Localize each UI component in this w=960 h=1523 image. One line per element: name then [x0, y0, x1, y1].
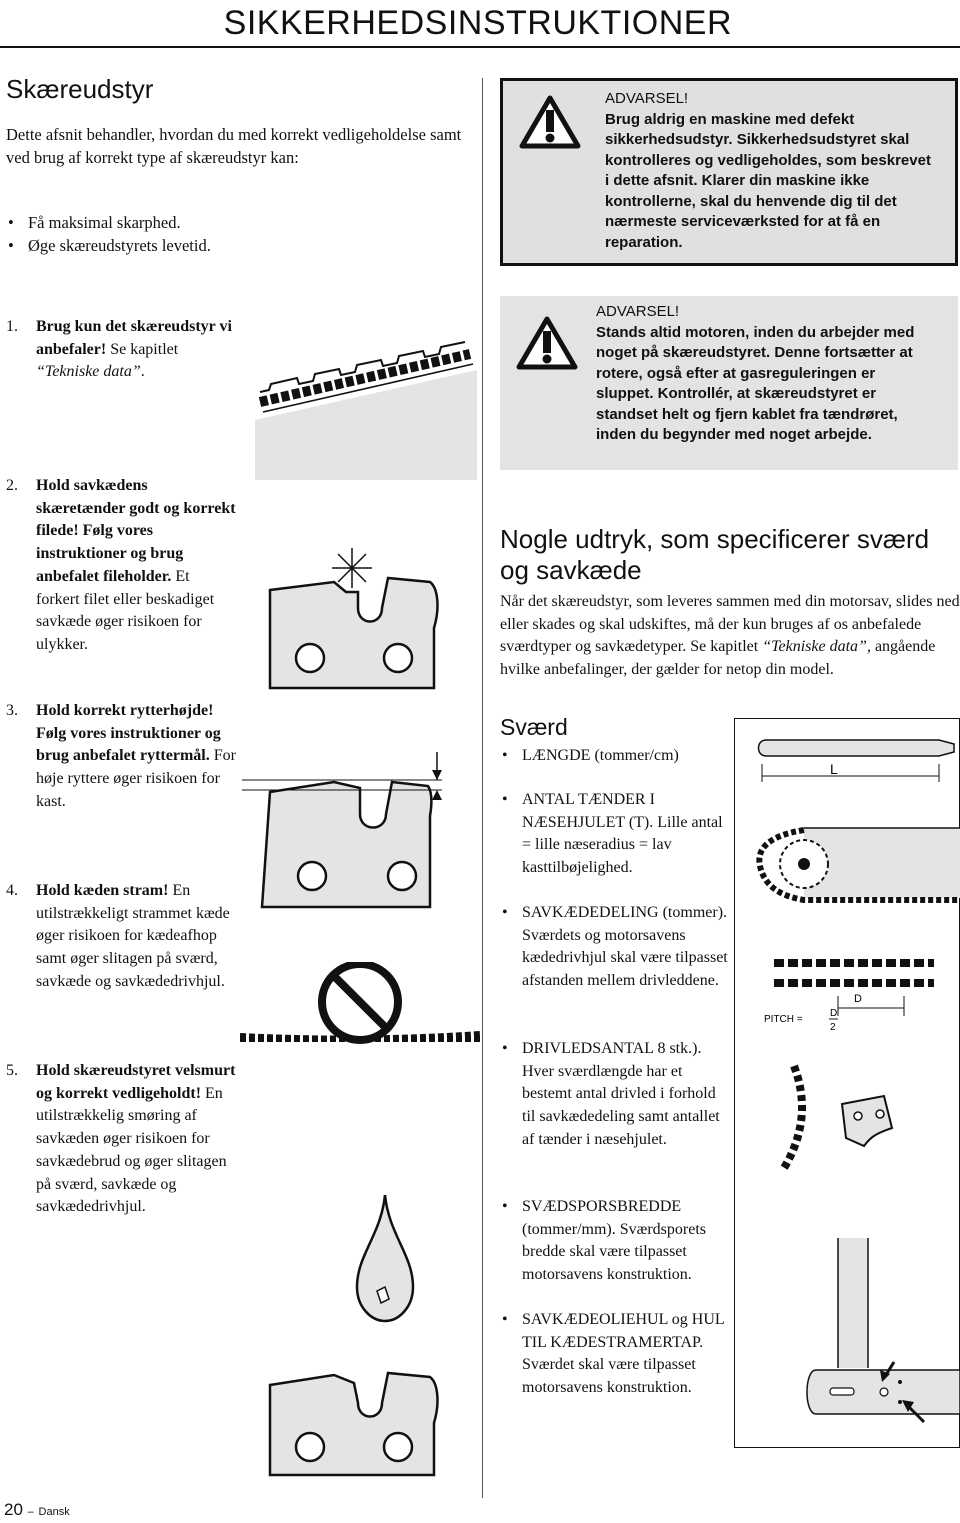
step-number: 3.	[6, 702, 18, 719]
bar-spec-item: • SAVKÆDEOLIEHUL og HUL TIL KÆDESTRAMERTAP. Sværdet skal være tilpasset motorsavens konstruktion.	[500, 1309, 730, 1400]
step-text: Se kapitlet	[106, 340, 179, 358]
step-text: En utilstrækkeligt strammet kæde øger risikoen for kædeafhop samt øger slitagen på sværd, savkæde og savkædedrivhjul.	[36, 882, 230, 990]
cutter-tooth-illustration	[262, 1345, 442, 1480]
oil-drop-icon	[355, 1195, 415, 1325]
warning-text	[596, 302, 936, 446]
step-text: For høje ryttere øger risikoen for kast.	[36, 747, 236, 810]
step-number: 4.	[6, 882, 18, 899]
d-label: D	[854, 993, 862, 1005]
warning-box	[500, 78, 958, 266]
chain-on-bar-illustration	[255, 340, 477, 480]
para-italic: “Tekniske data”	[762, 638, 867, 656]
pitch-numerator: D	[830, 1008, 838, 1019]
intro-bullet: • Øge skæreudstyrets levetid.	[6, 235, 476, 258]
step-tail: .	[140, 363, 145, 381]
bar-spec-bullet	[500, 789, 730, 880]
step-text: Et forkert filet eller beskadiget savkæde øger risikoen for ulykker.	[36, 567, 215, 653]
page-number: 20	[4, 1500, 23, 1519]
footer-separator: –	[27, 1506, 34, 1518]
step-text: En utilstrækkelig smøring af savkæden øger risikoen for savkædebrud og øger slitagen på sværd, savkæde og savkædedrivhjul.	[36, 1084, 227, 1216]
warning-body: Stands altid motoren, inden du arbejder med noget på skæreudstyret. Denne fortsætter at rotere, også efter at gasreguleringen er sluppet. Kontrollér, at skæreudstyret er standset helt og fjern kablet fra tændrøret, inden du begynder med noget arbejde.	[596, 323, 915, 443]
page-footer	[4, 1500, 70, 1520]
warning-heading: ADVARSEL!	[596, 303, 680, 320]
warning-body: Brug aldrig en maskine med defekt sikkerhedsudstyr. Sikkerhedsudstyret skal kontrolleres og vedligeholdes, som beskrevet i dette afsnit. Klarer din maskine ikke kontrollerne, skal du henvende dig til det nærmeste serviceværksted for at få en reparation.	[605, 110, 931, 251]
page-header-title: SIKKERHEDSINSTRUKTIONER	[223, 4, 732, 42]
bar-and-chain-diagrams	[734, 718, 960, 1448]
header-rule	[0, 46, 960, 48]
sverd-heading: Sværd	[500, 714, 568, 740]
bar-spec-item: • SVÆDSPORSBREDDE (tommer/mm). Sværdsporets bredde skal være tilpasset motorsavens konstruktion.	[500, 1196, 730, 1287]
step-item	[6, 316, 236, 384]
bar-spec-bullet	[500, 1309, 730, 1400]
para-text: , angående hvilke anbefalinger, der gælder for netop din model.	[500, 638, 936, 679]
intro-bullets	[6, 212, 476, 257]
warning-box	[500, 296, 958, 470]
step-number: 1.	[6, 318, 18, 335]
step-number: 2.	[6, 477, 18, 494]
length-label: L	[830, 761, 838, 777]
bar-spec-bullet	[500, 1196, 730, 1287]
step-bold: Brug kun det skæreudstyr vi anbefaler!	[36, 318, 232, 358]
pitch-denominator: 2	[830, 1022, 836, 1033]
bar-spec-item: • LÆNGDE (tommer/cm)	[500, 745, 730, 768]
right-paragraph	[500, 591, 960, 682]
step-bold: Hold savkædens skæretænder godt og korrekt filede! Følg vores instruktioner og brug anbefalet fileholder.	[36, 477, 236, 585]
pitch-label: PITCH =	[764, 1014, 803, 1025]
step-bold: Hold skæreudstyret velsmurt og korrekt vedligeholdt!	[36, 1062, 236, 1102]
step-italic: “Tekniske data”	[36, 363, 141, 381]
warning-triangle-icon	[519, 95, 581, 149]
para-text: Når det skæreudstyr, som leveres sammen med din motorsav, slides ned eller skades og skal udskiftes, må der kun bruges af os anbefalede sværdtyper og savkædetyper. Se kapitlet	[500, 593, 960, 656]
bar-spec-bullet	[500, 902, 730, 993]
bar-spec-item: • ANTAL TÆNDER I NÆSEHJULET (T). Lille antal = lille næseradius = lav kasttilbøjelighed.	[500, 789, 730, 880]
step-item	[6, 1060, 236, 1219]
column-divider	[482, 78, 483, 1498]
step-item	[6, 475, 236, 657]
intro-bullet: • Få maksimal skarphed.	[6, 212, 476, 235]
subsection-heading: Nogle udtryk, som specificerer sværd og savkæde	[500, 524, 930, 585]
step-item	[6, 700, 236, 814]
footer-language: Dansk	[38, 1506, 70, 1518]
step-number: 5.	[6, 1062, 18, 1079]
warning-heading: ADVARSEL!	[605, 90, 689, 107]
step-bold: Hold korrekt rytterhøjde! Følg vores instruktioner og brug anbefalet ryttermål.	[36, 702, 221, 765]
bar-spec-item: • SAVKÆDEDELING (tommer). Sværdets og motorsavens kædedrivhjul skal være tilpasset afstanden mellem drivleddene.	[500, 902, 730, 993]
bar-spec-bullet	[500, 745, 730, 768]
depth-gauge-illustration	[242, 752, 442, 912]
cutter-tooth-illustration	[262, 548, 442, 694]
warning-triangle-icon	[516, 316, 578, 370]
warning-text	[605, 89, 935, 253]
intro-paragraph: Dette afsnit behandler, hvordan du med korrekt vedligeholdelse samt ved brug af korrekt type af skæreudstyr kan:	[6, 125, 462, 167]
saw-chain-strip-illustration	[240, 1032, 480, 1046]
bar-spec-item: • DRIVLEDSANTAL 8 stk.). Hver sværdlængde har et bestemt antal drivled i forhold til savkædedeling samt antallet af tænder i næsehjulet.	[500, 1038, 730, 1152]
step-item	[6, 880, 236, 994]
bar-spec-bullet	[500, 1038, 730, 1152]
section-title: Skæreudstyr	[6, 74, 154, 104]
step-bold: Hold kæden stram!	[36, 882, 169, 899]
